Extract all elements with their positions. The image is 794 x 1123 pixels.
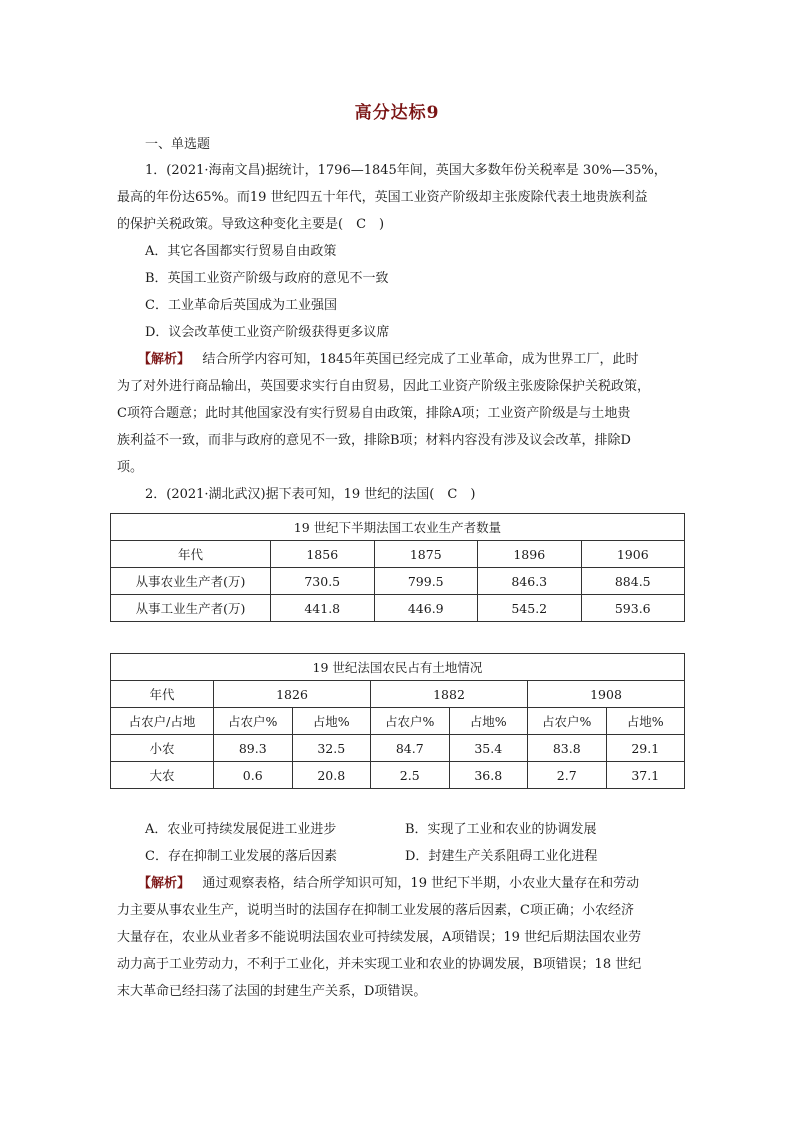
q2-option-b: B．实现了工业和农业的协调发展 — [405, 822, 597, 837]
q2-analysis-label: 【解析】 — [138, 876, 191, 891]
table-row — [111, 595, 685, 622]
q1-analysis-line-2: 为了对外进行商品输出，英国要求实行自由贸易，因此工业资产阶级主张废除保护关税政策， — [117, 379, 651, 394]
q2-option-a: A．农业可持续发展促进工业进步 — [145, 822, 337, 837]
table-cell: 大农 — [111, 762, 214, 789]
q1-analysis-line-3: C项符合题意；此时其他国家没有实行贸易自由政策，排除A项；工业资产阶级是与土地贵 — [117, 406, 631, 421]
table2-title: 19 世纪法国农民占有土地情况 — [111, 654, 685, 681]
table-cell: 占农户% — [528, 708, 607, 735]
q2-analysis-line-1 — [138, 875, 708, 893]
q2-stem: 2．(2021·湖北武汉)据下表可知，19 世纪的法国( C ) — [145, 487, 476, 502]
table-cell: 29.1 — [606, 735, 685, 762]
table-cell: 20.8 — [292, 762, 371, 789]
table-cell: 占农户% — [371, 708, 450, 735]
q2-options-row-1 — [145, 821, 705, 839]
q2-options-row-2 — [145, 848, 705, 866]
page-title: 高分达标9 — [354, 103, 440, 123]
table-cell: 0.6 — [214, 762, 293, 789]
table-cell: 2.7 — [528, 762, 607, 789]
table-land — [110, 653, 685, 789]
table-cell: 35.4 — [449, 735, 528, 762]
q1-stem-line-1: 1．(2021·海南文昌)据统计，1796—1845年间，英国大多数年份关税率是 30%—35%， — [145, 163, 667, 178]
table-row — [111, 654, 685, 681]
table-cell: 占地% — [449, 708, 528, 735]
section-heading: 一、单选题 — [145, 137, 211, 152]
table-cell: 1875 — [374, 541, 478, 568]
q1-option-c: C．工业革命后英国成为工业强国 — [145, 298, 337, 313]
q2-analysis-line-5: 末大革命已经扫荡了法国的封建生产关系，D项错误。 — [117, 984, 427, 999]
table-cell: 从事工业生产者(万) — [111, 595, 271, 622]
table-cell: 36.8 — [449, 762, 528, 789]
table-cell: 799.5 — [374, 568, 478, 595]
table-row — [111, 681, 685, 708]
table-cell: 545.2 — [478, 595, 582, 622]
q1-option-b: B．英国工业资产阶级与政府的意见不一致 — [145, 271, 389, 286]
table-cell: 441.8 — [271, 595, 375, 622]
table-cell: 1882 — [371, 681, 528, 708]
table-cell: 83.8 — [528, 735, 607, 762]
table-cell: 年代 — [111, 681, 214, 708]
table-cell: 37.1 — [606, 762, 685, 789]
q1-analysis-line-4: 族利益不一致，而非与政府的意见不一致，排除B项；材料内容没有涉及议会改革，排除D — [117, 433, 631, 448]
table-cell: 从事农业生产者(万) — [111, 568, 271, 595]
table-row — [111, 514, 685, 541]
q1-stem-line-3: 的保护关税政策。导致这种变化主要是( C ) — [117, 217, 385, 232]
table-cell: 1826 — [214, 681, 371, 708]
q1-analysis-line-5: 项。 — [117, 460, 144, 475]
table1-title: 19 世纪下半期法国工农业生产者数量 — [111, 514, 685, 541]
q2-analysis-line-2: 力主要从事农业生产，说明当时的法国存在抑制工业发展的落后因素，C项正确；小农经济 — [117, 903, 634, 918]
table-cell: 小农 — [111, 735, 214, 762]
table-cell: 89.3 — [214, 735, 293, 762]
table-cell: 1856 — [271, 541, 375, 568]
q1-analysis-line-1 — [138, 351, 708, 369]
q1-analysis-text-1: 结合所学内容可知，1845年英国已经完成了工业革命，成为世界工厂，此时 — [202, 352, 639, 367]
table-cell: 1906 — [581, 541, 685, 568]
q2-option-d: D．封建生产关系阻碍工业化进程 — [405, 849, 598, 864]
q2-analysis-line-4: 动力高于工业劳动力，不利于工业化，并未实现工业和农业的协调发展，B项错误；18 世纪 — [117, 957, 642, 972]
q1-stem-line-2: 最高的年份达65%。而19 世纪四五十年代，英国工业资产阶级却主张废除代表土地贵族利益 — [117, 190, 648, 205]
q1-option-d: D．议会改革使工业资产阶级获得更多议席 — [145, 325, 390, 340]
table-row — [111, 708, 685, 735]
table-cell: 占农户% — [214, 708, 293, 735]
q2-analysis-text-1: 通过观察表格，结合所学知识可知，19 世纪下半期，小农业大量存在和劳动 — [202, 876, 640, 891]
q1-analysis-label: 【解析】 — [138, 352, 191, 367]
table-workers — [110, 513, 685, 622]
table-cell: 846.3 — [478, 568, 582, 595]
table-cell: 884.5 — [581, 568, 685, 595]
table-cell: 446.9 — [374, 595, 478, 622]
table-cell: 占地% — [606, 708, 685, 735]
table-cell: 32.5 — [292, 735, 371, 762]
table-row — [111, 735, 685, 762]
table-row — [111, 541, 685, 568]
table-cell: 占地% — [292, 708, 371, 735]
table-cell: 1908 — [528, 681, 685, 708]
table-row — [111, 762, 685, 789]
table-cell: 年代 — [111, 541, 271, 568]
q1-option-a: A．其它各国都实行贸易自由政策 — [145, 244, 337, 259]
table-cell: 1896 — [478, 541, 582, 568]
table-cell: 84.7 — [371, 735, 450, 762]
table-cell: 2.5 — [371, 762, 450, 789]
q2-analysis-line-3: 大量存在，农业从业者多不能说明法国农业可持续发展，A项错误；19 世纪后期法国农业劳 — [117, 930, 642, 945]
table-cell: 730.5 — [271, 568, 375, 595]
table-cell: 占农户/占地 — [111, 708, 214, 735]
table-row — [111, 568, 685, 595]
table-cell: 593.6 — [581, 595, 685, 622]
q2-option-c: C．存在抑制工业发展的落后因素 — [145, 849, 337, 864]
